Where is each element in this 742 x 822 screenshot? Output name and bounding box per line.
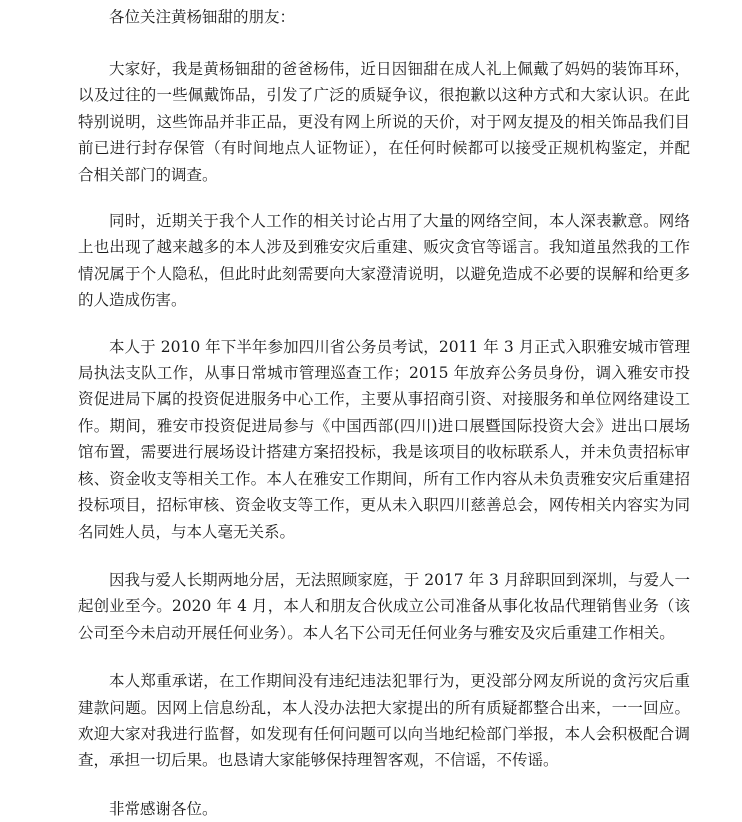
closing-line: 非常感谢各位。	[109, 799, 218, 818]
paragraph-apology: 同时，近期关于我个人工作的相关讨论占用了大量的网络空间，本人深表歉意。网络上也出现了越来越多的本人涉及到雅安灾后重建、贩灾贪官等谣言。我知道虽然我的工作情况属于个人隐私，但此时此刻需要向大家澄清说明，以避免造成不必要的误解和给更多的人造成伤害。	[78, 212, 690, 310]
paragraph-commitment: 本人郑重承诺，在工作期间没有违纪违法犯罪行为，更没部分网友所说的贪污灾后重建款问题。因网上信息纷乱，本人没办法把大家提出的所有质疑都整合出来，一一回应。欢迎大家对我进行监督，如发现有任何问题可以向当地纪检部门举报，本人会积极配合调查，承担一切后果。也恳请大家能够保持理智客观，不信谣，不传谣。	[78, 672, 690, 770]
salutation: 各位关注黄杨钿甜的朋友：	[109, 8, 296, 26]
letter-document	[78, 4, 690, 822]
paragraph-introduction: 大家好，我是黄杨钿甜的爸爸杨伟，近日因钿甜在成人礼上佩戴了妈妈的装饰耳环，以及过往的一些佩戴饰品，引发了广泛的质疑争议，很抱歉以这种方式和大家认识。在此特别说明，这些饰品并非正品，更没有网上所说的天价，对于网友提及的相关饰品我们目前已进行封存保管（有时间地点人证物证），在任何时候都可以接受正规机构鉴定，并配合相关部门的调查。	[78, 60, 690, 184]
paragraph-work-history: 本人于 2010 年下半年参加四川省公务员考试，2011 年 3 月正式入职雅安城市管理局执法支队工作，从事日常城市管理巡查工作；2015 年放弃公务员身份，调入雅安市投资促进局下属的投资促进服务中心工作，主要从事招商引资、对接服务和单位网络建设工作。期间，雅安市投资促进局参与《中国西部(四川)进口展暨国际投资大会》进出口展场馆布置，需要进行展场设计搭建方案招投标，我是该项目的收标联系人，并未负责招标审核、资金收支等相关工作。本人在雅安工作期间，所有工作内容从未负责雅安灾后重建招投标项目，招标审核、资金收支等工作，更从未入职四川慈善总会，网传相关内容实为同名同姓人员，与本人毫无关系。	[78, 337, 690, 541]
paragraph-business: 因我与爱人长期两地分居，无法照顾家庭，于 2017 年 3 月辞职回到深圳，与爱人一起创业至今。2020 年 4 月，本人和朋友合伙成立公司准备从事化妆品代理销售业务（该公司至今未启动开展任何业务）。本人名下公司无任何业务与雅安及灾后重建工作相关。	[78, 570, 690, 642]
